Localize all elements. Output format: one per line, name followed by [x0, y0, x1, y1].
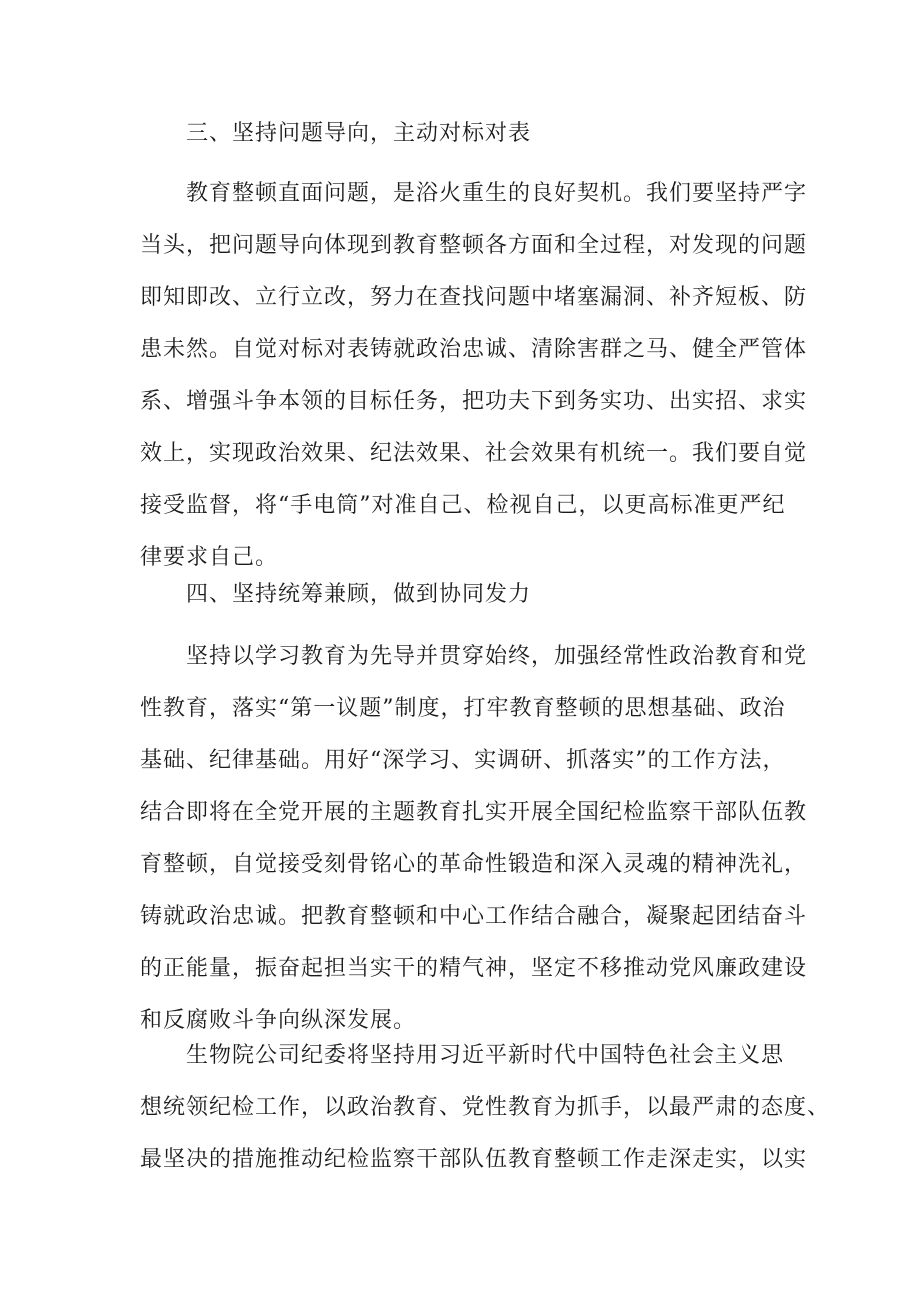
section-heading-3: 三、坚持问题导向，主动对标对表 — [186, 121, 532, 146]
paragraph-line: 最坚决的措施推动纪检监察干部队伍教育整顿工作走深走实，以实 — [140, 1147, 808, 1172]
paragraph-line: 生物院公司纪委将坚持用习近平新时代中国特色社会主义思 — [186, 1043, 785, 1068]
paragraph-line: 律要求自己。 — [140, 545, 279, 570]
paragraph-line: 坚持以学习教育为先导并贯穿始终，加强经常性政治教育和党 — [186, 644, 808, 669]
paragraph-line: 基础、纪律基础。用好“深学习、实调研、抓落实”的工作方法， — [140, 748, 786, 773]
paragraph-line: 当头，把问题导向体现到教育整顿各方面和全过程，对发现的问题 — [140, 233, 808, 258]
paragraph-line: 接受监督，将“手电筒”对准自己、检视自己，以更高标准更严纪 — [140, 493, 786, 518]
paragraph-line: 效上，实现政治效果、纪法效果、社会效果有机统一。我们要自觉 — [140, 441, 808, 466]
paragraph-line: 想统领纪检工作，以政治教育、党性教育为抓手，以最严肃的态度、 — [140, 1095, 831, 1120]
paragraph-line: 铸就政治忠诚。把教育整顿和中心工作结合融合，凝聚起团结奋斗 — [140, 904, 808, 929]
paragraph-line: 性教育，落实“第一议题”制度，打牢教育整顿的思想基础、政治 — [140, 696, 786, 721]
paragraph-line: 育整顿，自觉接受刻骨铭心的革命性锻造和深入灵魂的精神洗礼， — [140, 852, 808, 877]
paragraph-line: 和反腐败斗争向纵深发展。 — [140, 1008, 417, 1033]
paragraph-line: 的正能量，振奋起担当实干的精气神，坚定不移推动党风廉政建设 — [140, 956, 808, 981]
paragraph-line: 结合即将在全党开展的主题教育扎实开展全国纪检监察干部队伍教 — [140, 800, 808, 825]
paragraph-line: 教育整顿直面问题，是浴火重生的良好契机。我们要坚持严字 — [186, 181, 808, 206]
paragraph-line: 患未然。自觉对标对表铸就政治忠诚、清除害群之马、健全严管体 — [140, 337, 808, 362]
paragraph-line: 系、增强斗争本领的目标任务，把功夫下到务实功、出实招、求实 — [140, 389, 808, 414]
section-heading-4: 四、坚持统筹兼顾，做到协同发力 — [186, 582, 532, 607]
paragraph-line: 即知即改、立行立改，努力在查找问题中堵塞漏洞、补齐短板、防 — [140, 285, 808, 310]
